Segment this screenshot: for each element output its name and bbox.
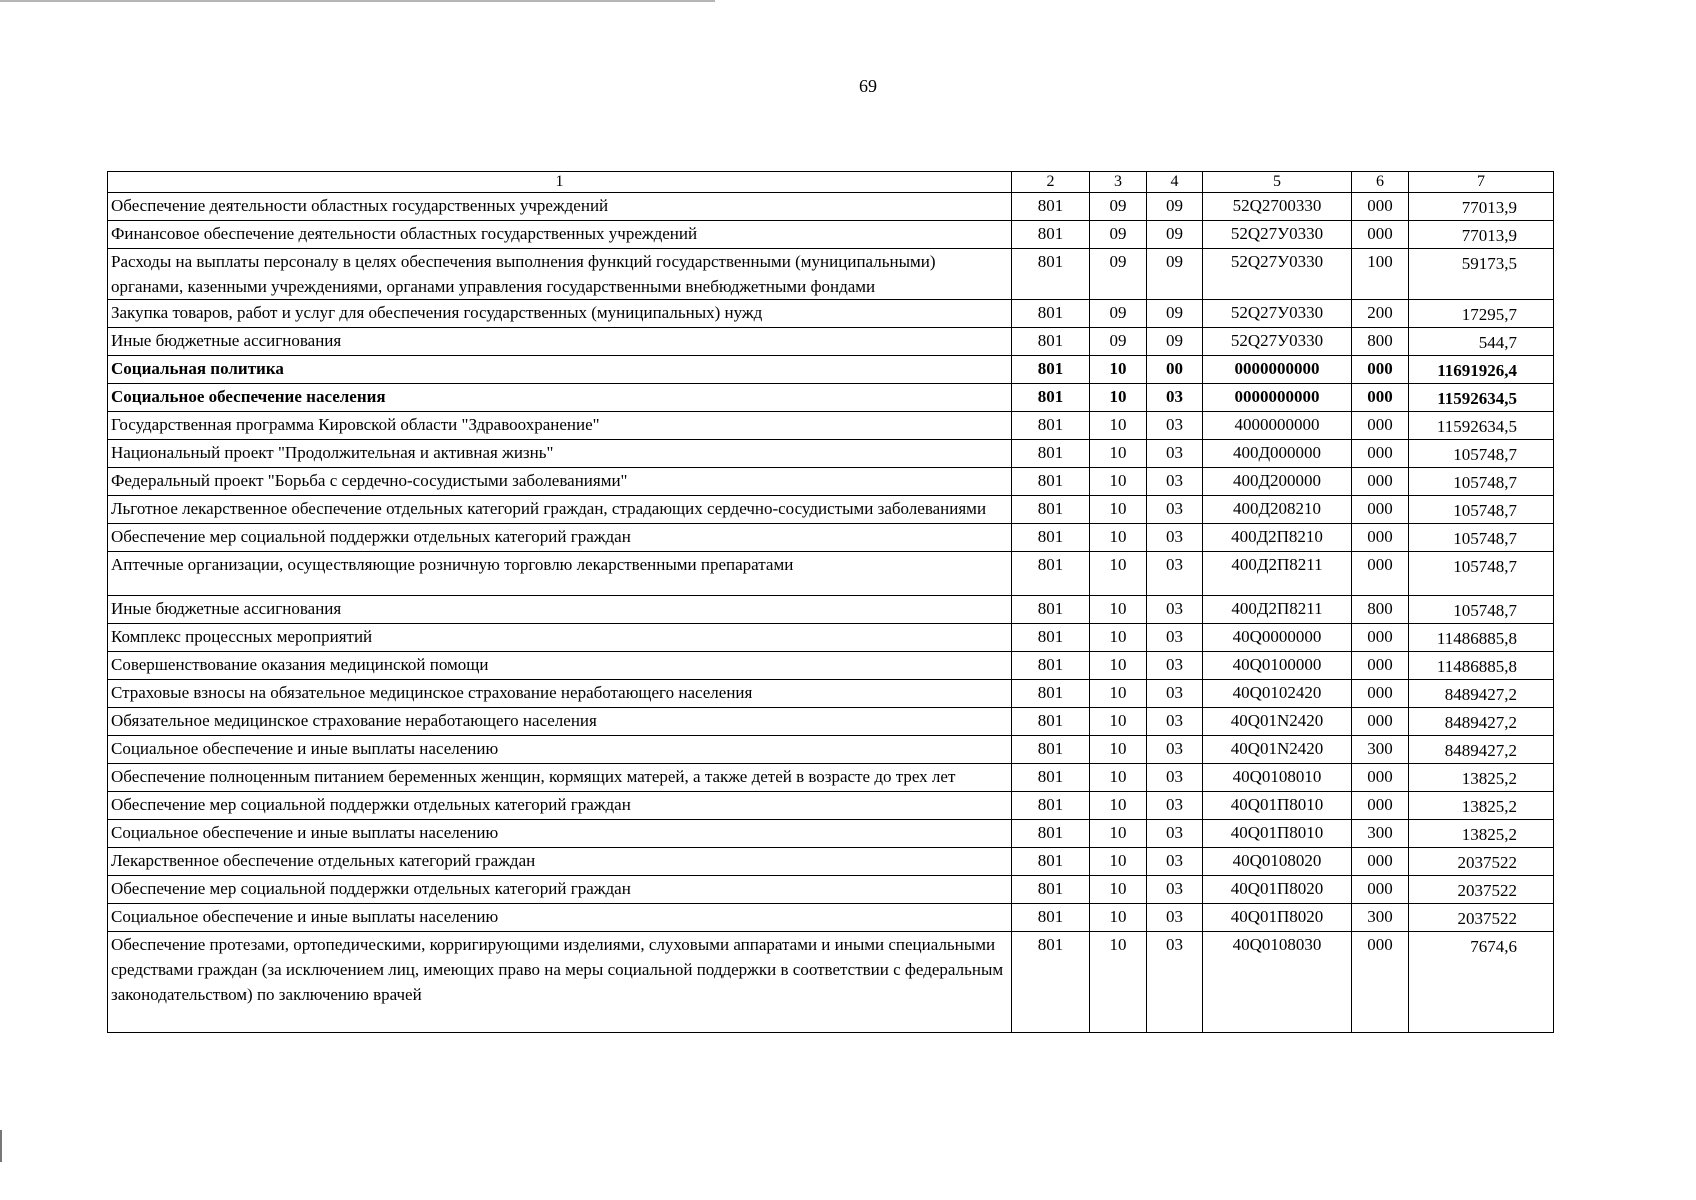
subsection-cell: 09: [1147, 300, 1203, 328]
expense-type-cell: 000: [1352, 524, 1409, 552]
target-article-cell: 40Q0108030: [1203, 932, 1352, 1033]
admin-code-cell: 801: [1012, 764, 1090, 792]
admin-code-cell: 801: [1012, 440, 1090, 468]
table-row: [108, 764, 1554, 792]
section-cell: 09: [1090, 300, 1147, 328]
expense-type-cell: 000: [1352, 708, 1409, 736]
subsection-cell: 03: [1147, 820, 1203, 848]
amount-cell: 105748,7: [1409, 596, 1554, 624]
section-cell: 10: [1090, 524, 1147, 552]
amount-cell: 2037522: [1409, 848, 1554, 876]
admin-code-cell: 801: [1012, 652, 1090, 680]
subsection-cell: 03: [1147, 440, 1203, 468]
table-row: [108, 624, 1554, 652]
subsection-cell: 03: [1147, 876, 1203, 904]
row-name-cell: Обеспечение протезами, ортопедическими, корригирующими изделиями, слуховыми аппаратами и иными специальными средствами граждан (за исключением лиц, имеющих право на меры социальной поддержки в соответствии с федеральным законодательством) по заключению врачей: [108, 932, 1012, 1033]
table-row: [108, 848, 1554, 876]
subsection-cell: 09: [1147, 193, 1203, 221]
subsection-cell: 03: [1147, 496, 1203, 524]
table-row: [108, 440, 1554, 468]
table-row: [108, 384, 1554, 412]
row-name-cell: Расходы на выплаты персоналу в целях обеспечения выполнения функций государственными (муниципальными) органами, казенными учреждениями, органами управления государственными внебюджетными фондами: [108, 249, 1012, 300]
admin-code-cell: 801: [1012, 524, 1090, 552]
target-article-cell: 40Q01П8020: [1203, 904, 1352, 932]
table-row: [108, 221, 1554, 249]
table-row: [108, 249, 1554, 300]
row-name-cell: Государственная программа Кировской области "Здравоохранение": [108, 412, 1012, 440]
column-header: 5: [1203, 172, 1352, 193]
budget-table: [107, 171, 1554, 1033]
admin-code-cell: 801: [1012, 708, 1090, 736]
row-name-cell: Обеспечение деятельности областных государственных учреждений: [108, 193, 1012, 221]
row-name-cell: Обязательное медицинское страхование неработающего населения: [108, 708, 1012, 736]
target-article-cell: 400Д2П8211: [1203, 552, 1352, 596]
table-row: [108, 820, 1554, 848]
expense-type-cell: 000: [1352, 932, 1409, 1033]
target-article-cell: 4000000000: [1203, 412, 1352, 440]
admin-code-cell: 801: [1012, 412, 1090, 440]
table-row: [108, 596, 1554, 624]
expense-type-cell: 000: [1352, 680, 1409, 708]
row-name-cell: Обеспечение мер социальной поддержки отдельных категорий граждан: [108, 792, 1012, 820]
expense-type-cell: 000: [1352, 440, 1409, 468]
section-cell: 10: [1090, 904, 1147, 932]
subsection-cell: 00: [1147, 356, 1203, 384]
amount-cell: 13825,2: [1409, 764, 1554, 792]
target-article-cell: 0000000000: [1203, 384, 1352, 412]
target-article-cell: 52Q27У0330: [1203, 249, 1352, 300]
subsection-cell: 09: [1147, 221, 1203, 249]
table-row: [108, 792, 1554, 820]
admin-code-cell: 801: [1012, 792, 1090, 820]
subsection-cell: 03: [1147, 524, 1203, 552]
column-header: 6: [1352, 172, 1409, 193]
expense-type-cell: 800: [1352, 328, 1409, 356]
target-article-cell: 40Q0102420: [1203, 680, 1352, 708]
amount-cell: 11486885,8: [1409, 624, 1554, 652]
subsection-cell: 03: [1147, 468, 1203, 496]
expense-type-cell: 000: [1352, 876, 1409, 904]
subsection-cell: 03: [1147, 932, 1203, 1033]
target-article-cell: 52Q2700330: [1203, 193, 1352, 221]
section-cell: 10: [1090, 932, 1147, 1033]
admin-code-cell: 801: [1012, 552, 1090, 596]
amount-cell: 105748,7: [1409, 468, 1554, 496]
admin-code-cell: 801: [1012, 300, 1090, 328]
admin-code-cell: 801: [1012, 221, 1090, 249]
target-article-cell: 400Д2П8210: [1203, 524, 1352, 552]
amount-cell: 11691926,4: [1409, 356, 1554, 384]
row-name-cell: Иные бюджетные ассигнования: [108, 328, 1012, 356]
expense-type-cell: 000: [1352, 468, 1409, 496]
section-cell: 10: [1090, 624, 1147, 652]
table-row: [108, 496, 1554, 524]
scan-edge-left: [0, 1130, 2, 1162]
admin-code-cell: 801: [1012, 356, 1090, 384]
table-row: [108, 904, 1554, 932]
table-row: [108, 736, 1554, 764]
section-cell: 09: [1090, 221, 1147, 249]
table-row: [108, 680, 1554, 708]
row-name-cell: Лекарственное обеспечение отдельных категорий граждан: [108, 848, 1012, 876]
subsection-cell: 03: [1147, 624, 1203, 652]
target-article-cell: 400Д208210: [1203, 496, 1352, 524]
amount-cell: 7674,6: [1409, 932, 1554, 1033]
section-cell: 10: [1090, 876, 1147, 904]
target-article-cell: 400Д200000: [1203, 468, 1352, 496]
section-cell: 10: [1090, 412, 1147, 440]
target-article-cell: 400Д000000: [1203, 440, 1352, 468]
target-article-cell: 40Q0108020: [1203, 848, 1352, 876]
row-name-cell: Страховые взносы на обязательное медицинское страхование неработающего населения: [108, 680, 1012, 708]
row-name-cell: Комплекс процессных мероприятий: [108, 624, 1012, 652]
target-article-cell: 0000000000: [1203, 356, 1352, 384]
row-name-cell: Федеральный проект "Борьба с сердечно-сосудистыми заболеваниями": [108, 468, 1012, 496]
target-article-cell: 40Q0000000: [1203, 624, 1352, 652]
subsection-cell: 03: [1147, 792, 1203, 820]
subsection-cell: 03: [1147, 384, 1203, 412]
row-name-cell: Обеспечение мер социальной поддержки отдельных категорий граждан: [108, 524, 1012, 552]
expense-type-cell: 800: [1352, 596, 1409, 624]
target-article-cell: 40Q0108010: [1203, 764, 1352, 792]
expense-type-cell: 000: [1352, 848, 1409, 876]
section-cell: 10: [1090, 708, 1147, 736]
amount-cell: 13825,2: [1409, 792, 1554, 820]
expense-type-cell: 000: [1352, 384, 1409, 412]
amount-cell: 544,7: [1409, 328, 1554, 356]
amount-cell: 2037522: [1409, 904, 1554, 932]
expense-type-cell: 000: [1352, 552, 1409, 596]
amount-cell: 11592634,5: [1409, 384, 1554, 412]
expense-type-cell: 000: [1352, 193, 1409, 221]
section-cell: 09: [1090, 328, 1147, 356]
expense-type-cell: 000: [1352, 652, 1409, 680]
row-name-cell: Социальное обеспечение и иные выплаты населению: [108, 820, 1012, 848]
admin-code-cell: 801: [1012, 820, 1090, 848]
table-row: [108, 193, 1554, 221]
section-cell: 10: [1090, 764, 1147, 792]
column-header: 1: [108, 172, 1012, 193]
expense-type-cell: 000: [1352, 764, 1409, 792]
admin-code-cell: 801: [1012, 680, 1090, 708]
table-row: [108, 524, 1554, 552]
row-name-cell: Финансовое обеспечение деятельности областных государственных учреждений: [108, 221, 1012, 249]
section-cell: 10: [1090, 680, 1147, 708]
section-cell: 10: [1090, 652, 1147, 680]
subsection-cell: 03: [1147, 708, 1203, 736]
section-cell: 10: [1090, 384, 1147, 412]
section-cell: 10: [1090, 736, 1147, 764]
target-article-cell: 52Q27У0330: [1203, 328, 1352, 356]
admin-code-cell: 801: [1012, 249, 1090, 300]
expense-type-cell: 000: [1352, 792, 1409, 820]
admin-code-cell: 801: [1012, 596, 1090, 624]
expense-type-cell: 300: [1352, 904, 1409, 932]
amount-cell: 11592634,5: [1409, 412, 1554, 440]
target-article-cell: 52Q27У0330: [1203, 300, 1352, 328]
expense-type-cell: 300: [1352, 820, 1409, 848]
table-row: [108, 468, 1554, 496]
target-article-cell: 40Q01N2420: [1203, 736, 1352, 764]
subsection-cell: 03: [1147, 596, 1203, 624]
column-header: 3: [1090, 172, 1147, 193]
section-cell: 10: [1090, 468, 1147, 496]
table-header-row: [108, 172, 1554, 193]
target-article-cell: 40Q01П8010: [1203, 792, 1352, 820]
amount-cell: 105748,7: [1409, 524, 1554, 552]
admin-code-cell: 801: [1012, 496, 1090, 524]
amount-cell: 13825,2: [1409, 820, 1554, 848]
expense-type-cell: 300: [1352, 736, 1409, 764]
row-name-cell: Национальный проект "Продолжительная и активная жизнь": [108, 440, 1012, 468]
table-row: [108, 708, 1554, 736]
section-cell: 10: [1090, 596, 1147, 624]
target-article-cell: 52Q27У0330: [1203, 221, 1352, 249]
amount-cell: 77013,9: [1409, 221, 1554, 249]
admin-code-cell: 801: [1012, 848, 1090, 876]
table-row: [108, 552, 1554, 596]
row-name-cell: Обеспечение мер социальной поддержки отдельных категорий граждан: [108, 876, 1012, 904]
amount-cell: 8489427,2: [1409, 680, 1554, 708]
row-name-cell: Обеспечение полноценным питанием беременных женщин, кормящих матерей, а также детей в возрасте до трех лет: [108, 764, 1012, 792]
row-name-cell: Совершенствование оказания медицинской помощи: [108, 652, 1012, 680]
amount-cell: 105748,7: [1409, 440, 1554, 468]
admin-code-cell: 801: [1012, 876, 1090, 904]
row-name-cell: Закупка товаров, работ и услуг для обеспечения государственных (муниципальных) нужд: [108, 300, 1012, 328]
admin-code-cell: 801: [1012, 468, 1090, 496]
table-row: [108, 652, 1554, 680]
amount-cell: 105748,7: [1409, 496, 1554, 524]
section-cell: 10: [1090, 792, 1147, 820]
scan-edge-top: [0, 0, 715, 2]
target-article-cell: 40Q01П8020: [1203, 876, 1352, 904]
page-number: 69: [859, 76, 877, 96]
subsection-cell: 03: [1147, 764, 1203, 792]
amount-cell: 59173,5: [1409, 249, 1554, 300]
target-article-cell: 40Q01N2420: [1203, 708, 1352, 736]
amount-cell: 8489427,2: [1409, 736, 1554, 764]
target-article-cell: 40Q0100000: [1203, 652, 1352, 680]
expense-type-cell: 000: [1352, 412, 1409, 440]
subsection-cell: 09: [1147, 328, 1203, 356]
amount-cell: 8489427,2: [1409, 708, 1554, 736]
column-header: 4: [1147, 172, 1203, 193]
section-cell: 10: [1090, 848, 1147, 876]
column-header: 7: [1409, 172, 1554, 193]
table-row: [108, 300, 1554, 328]
section-cell: 10: [1090, 440, 1147, 468]
amount-cell: 105748,7: [1409, 552, 1554, 596]
subsection-cell: 03: [1147, 680, 1203, 708]
expense-type-cell: 000: [1352, 356, 1409, 384]
subsection-cell: 03: [1147, 652, 1203, 680]
admin-code-cell: 801: [1012, 932, 1090, 1033]
admin-code-cell: 801: [1012, 384, 1090, 412]
section-cell: 10: [1090, 820, 1147, 848]
table-row: [108, 412, 1554, 440]
admin-code-cell: 801: [1012, 904, 1090, 932]
expense-type-cell: 200: [1352, 300, 1409, 328]
admin-code-cell: 801: [1012, 328, 1090, 356]
expense-type-cell: 000: [1352, 221, 1409, 249]
expense-type-cell: 000: [1352, 496, 1409, 524]
row-name-cell: Аптечные организации, осуществляющие розничную торговлю лекарственными препаратами: [108, 552, 1012, 596]
row-name-cell: Социальное обеспечение населения: [108, 384, 1012, 412]
expense-type-cell: 100: [1352, 249, 1409, 300]
row-name-cell: Иные бюджетные ассигнования: [108, 596, 1012, 624]
admin-code-cell: 801: [1012, 736, 1090, 764]
row-name-cell: Льготное лекарственное обеспечение отдельных категорий граждан, страдающих сердечно-сосудистыми заболеваниями: [108, 496, 1012, 524]
subsection-cell: 03: [1147, 904, 1203, 932]
amount-cell: 17295,7: [1409, 300, 1554, 328]
table-row: [108, 932, 1554, 1033]
table-row: [108, 356, 1554, 384]
subsection-cell: 03: [1147, 412, 1203, 440]
section-cell: 10: [1090, 356, 1147, 384]
section-cell: 10: [1090, 496, 1147, 524]
expense-type-cell: 000: [1352, 624, 1409, 652]
admin-code-cell: 801: [1012, 624, 1090, 652]
row-name-cell: Социальная политика: [108, 356, 1012, 384]
section-cell: 09: [1090, 193, 1147, 221]
subsection-cell: 03: [1147, 736, 1203, 764]
target-article-cell: 40Q01П8010: [1203, 820, 1352, 848]
column-header: 2: [1012, 172, 1090, 193]
table-row: [108, 876, 1554, 904]
row-name-cell: Социальное обеспечение и иные выплаты населению: [108, 736, 1012, 764]
amount-cell: 2037522: [1409, 876, 1554, 904]
row-name-cell: Социальное обеспечение и иные выплаты населению: [108, 904, 1012, 932]
amount-cell: 11486885,8: [1409, 652, 1554, 680]
target-article-cell: 400Д2П8211: [1203, 596, 1352, 624]
section-cell: 09: [1090, 249, 1147, 300]
admin-code-cell: 801: [1012, 193, 1090, 221]
subsection-cell: 09: [1147, 249, 1203, 300]
subsection-cell: 03: [1147, 552, 1203, 596]
subsection-cell: 03: [1147, 848, 1203, 876]
amount-cell: 77013,9: [1409, 193, 1554, 221]
table-row: [108, 328, 1554, 356]
section-cell: 10: [1090, 552, 1147, 596]
